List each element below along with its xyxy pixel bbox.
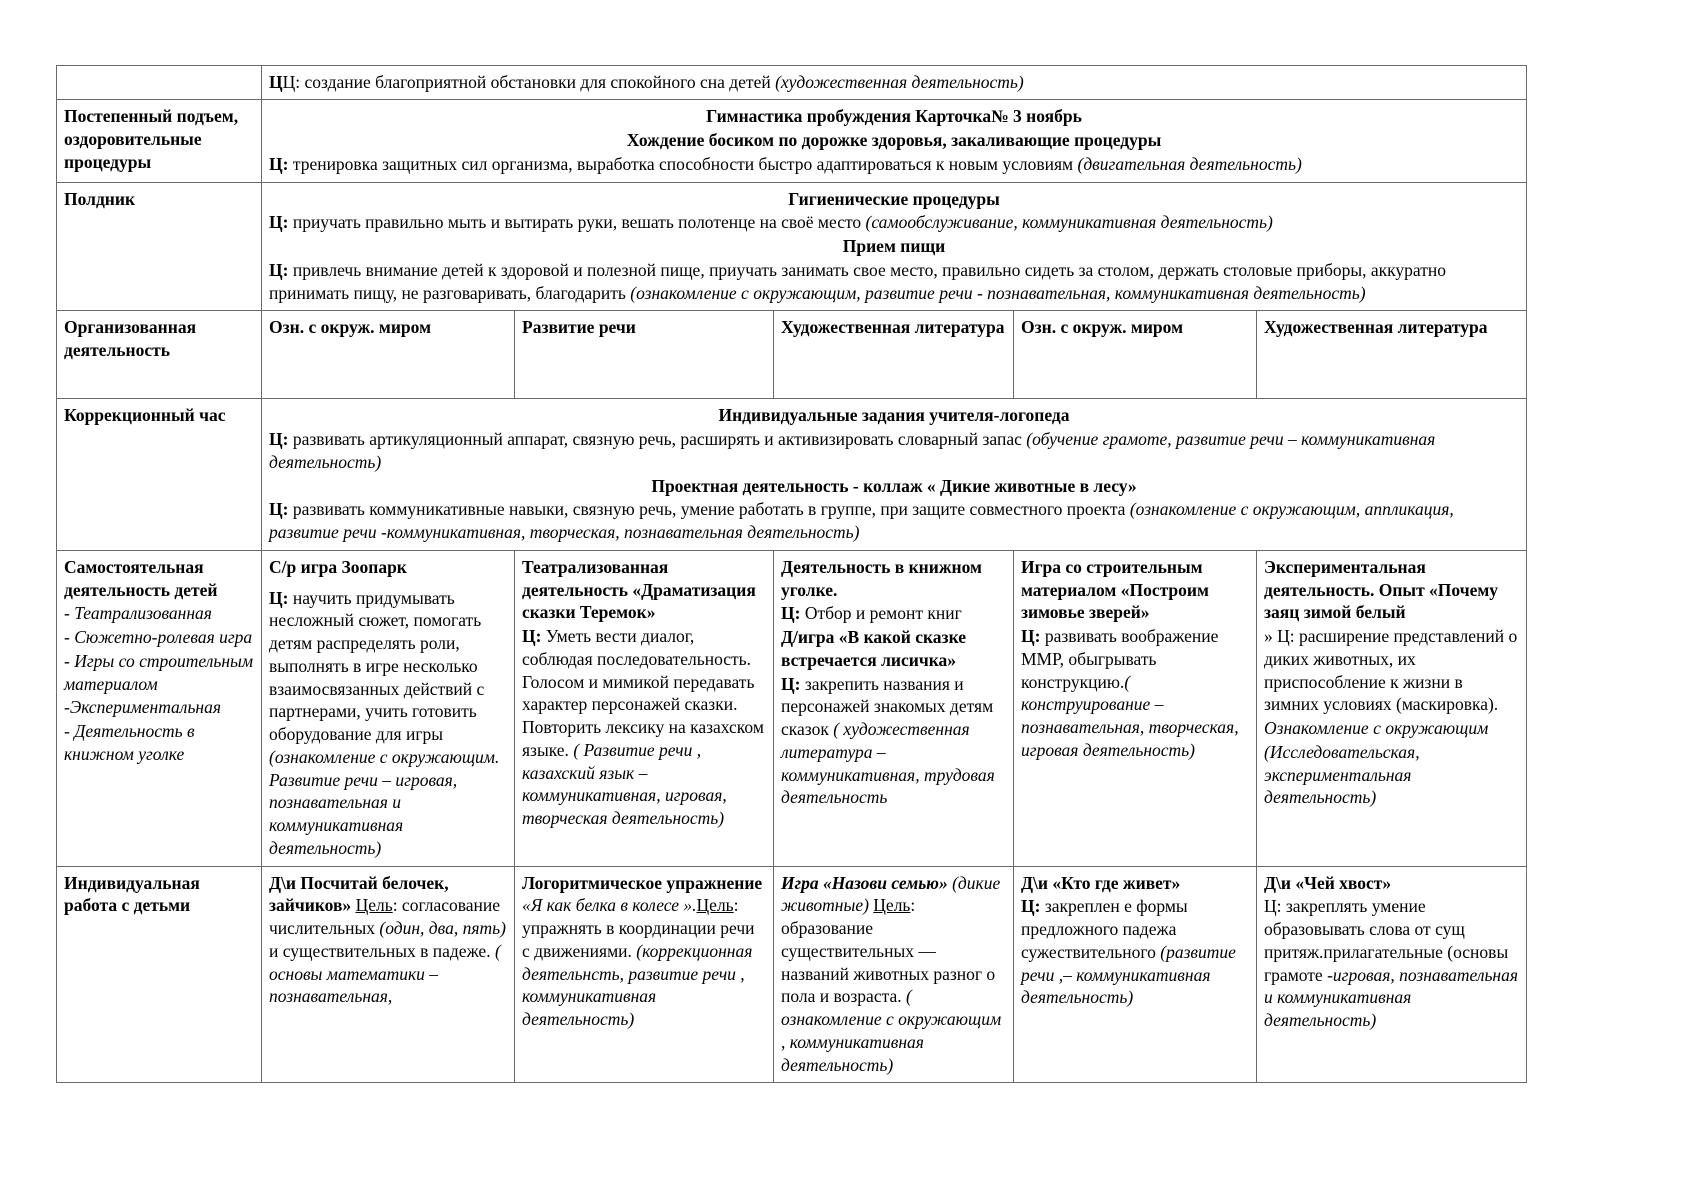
correction-goal-1-text: развивать артикуляционный аппарат, связную речь, расширять и активизировать словарный запас xyxy=(288,429,1027,450)
individual-col3-goal-italic: ( ознакомление с окружающим , коммуникативная деятельность) xyxy=(781,986,1002,1075)
cell-independent-label xyxy=(57,550,262,866)
correction-goal-2-text: развивать коммуникативные навыки, связную речь, умение работать в группе, при защите совместного проекта xyxy=(288,499,1130,520)
independent-col4-goal xyxy=(1021,625,1249,762)
cell-individual-col2 xyxy=(515,866,774,1083)
row-label-individual: Индивидуальная работа с детьми xyxy=(57,866,262,1083)
goal-marker: Ц: xyxy=(269,429,289,450)
individual-col5-goal xyxy=(1264,895,1519,1032)
independent-col3-title-2: Д/игра «В какой сказке встречается лисичка» xyxy=(781,627,966,670)
wakeup-goal-text: тренировка защитных сил организма, выработка способности быстро адаптироваться к новым условиям xyxy=(288,153,1078,174)
correction-goal-2 xyxy=(269,498,1519,544)
individual-col2-goal-label: Цель xyxy=(696,895,734,916)
individual-col2-title: Логоритмическое упражнение xyxy=(522,872,763,893)
cell-individual-col3 xyxy=(774,866,1014,1083)
goal-marker: Ц xyxy=(269,72,283,92)
independent-col3-goal-2-text: закрепить названия и персонажей знакомых детям сказок xyxy=(781,673,994,740)
row-label-organized: Организованная деятельность xyxy=(57,311,262,399)
independent-col4-goal-italic: ( конструирование – познавательная, творческая, игровая деятельность) xyxy=(1021,671,1239,760)
snack-heading-1: Гигиенические процедуры xyxy=(788,188,1000,209)
goal-marker: Ц: xyxy=(269,587,289,608)
independent-col3-goal-2 xyxy=(781,673,1006,810)
table-row xyxy=(57,399,1527,551)
individual-col3-title: Игра «Назови семью» xyxy=(781,872,948,893)
organized-cell-1: Озн. с окруж. миром xyxy=(262,311,515,399)
cell-independent-col2 xyxy=(515,550,774,866)
independent-col1-goal xyxy=(269,587,507,860)
independent-col1-title: С/р игра Зоопарк xyxy=(269,556,407,577)
independent-col2-goal xyxy=(522,625,766,830)
independent-col4-title: Игра со строительным материалом «Построим зимовье зверей» xyxy=(1021,556,1209,623)
table-row xyxy=(57,550,1527,866)
organized-cell-4: Озн. с окруж. миром xyxy=(1014,311,1257,399)
wakeup-goal xyxy=(269,153,1519,176)
independent-col5-title: Экспериментальная деятельность. Опыт «Почему заяц зимой белый xyxy=(1264,556,1499,623)
independent-col1-goal-text: научить придумывать несложный сюжет, помогать детям распределять роли, выполнять в игре несколько взаимосвязанных действий с партнерами, учить готовить оборудование для игры xyxy=(269,587,485,745)
individual-col1-goal-italic-2: ( основы математики – познавательная, xyxy=(269,940,501,1007)
independent-label-item-2: - Сюжетно-ролевая игра xyxy=(64,627,253,648)
correction-goal-2-italic: (ознакомление с окружающим, аппликация, развитие речи -коммуникативная, творческая, познавательная деятельность) xyxy=(269,499,1454,543)
goal-marker: Ц: xyxy=(1021,896,1041,917)
independent-col3-title: Деятельность в книжном уголке. xyxy=(781,556,982,600)
organized-cell-5: Художественная литература xyxy=(1257,311,1527,399)
organized-cell-2: Развитие речи xyxy=(515,311,774,399)
sleep-goal-italic: (художественная деятельность) xyxy=(775,72,1024,92)
goal-marker: Ц: xyxy=(781,673,801,694)
cell-independent-col1 xyxy=(262,550,515,866)
individual-col4-goal-italic: (развитие речи ,– коммуникативная деятельность) xyxy=(1021,941,1236,1008)
row-label-correction: Коррекционный час xyxy=(57,399,262,551)
individual-col1-goal-text-1: : согласование числительных xyxy=(269,895,501,939)
row-label-independent: Самостоятельная деятельность детей xyxy=(64,556,218,600)
snack-goal-1-text: приучать правильно мыть и вытирать руки, вешать полотенце на своё место xyxy=(288,212,866,233)
cell-independent-col5 xyxy=(1257,550,1527,866)
daily-plan-table xyxy=(56,65,1527,1083)
individual-col2-goal-italic: (коррекционная деятельнсть, развитие речи , коммуникативная деятельность) xyxy=(522,940,753,1030)
snack-heading-2: Прием пищи xyxy=(842,236,946,257)
goal-marker: Ц: xyxy=(522,626,542,647)
independent-col3-goal-2-italic: ( художественная литература – коммуникативная, трудовая деятельность xyxy=(781,719,995,808)
cell-independent-col4 xyxy=(1014,550,1257,866)
individual-col1-goal-italic-1: (один, два, пять) xyxy=(379,918,506,939)
cell-independent-col3 xyxy=(774,550,1014,866)
independent-col5-goal-italic-1: Ознакомление с окружающим xyxy=(1264,718,1489,739)
individual-col5-goal-italic: игровая, познавательная и коммуникативная деятельность) xyxy=(1264,964,1518,1031)
goal-marker: Ц: xyxy=(781,603,801,624)
individual-col1-line xyxy=(269,872,507,1009)
independent-col5-goal: » Ц: расширение представлений о диких животных, их приспособление к жизни в зимних условиях (маскировка). xyxy=(1264,626,1518,715)
independent-label-item-5: - Деятельность в книжном уголке xyxy=(64,721,195,764)
table-row xyxy=(57,66,1527,100)
cell-sleep-goal xyxy=(262,66,1527,100)
cell-individual-col5 xyxy=(1257,866,1527,1083)
individual-col4-goal-text: закреплен е формы предложного падежа сужествительного xyxy=(1021,896,1188,962)
individual-col2-goal-text: : упражнять в координации речи с движениями. xyxy=(522,895,755,961)
individual-col1-goal-label: Цель xyxy=(355,895,393,916)
independent-col1-goal-italic: (ознакомление с окружающим. Развитие речи – игровая, познавательная и коммуникативная деятельность) xyxy=(269,746,500,858)
correction-goal-1 xyxy=(269,428,1519,474)
individual-col3-goal-text: : образование существительных — названий животных разног о пола и возраста. xyxy=(781,895,996,1007)
table-row xyxy=(57,182,1527,311)
cell-wakeup-content xyxy=(262,100,1527,182)
correction-goal-1-italic: (обучение грамоте, развитие речи – коммуникативная деятельность) xyxy=(269,429,1436,472)
individual-col1-goal-text-2: и существительных в падеже. xyxy=(269,940,495,961)
correction-heading-2: Проектная деятельность - коллаж « Дикие животные в лесу» xyxy=(651,475,1137,496)
independent-col5-goal-italic-2: (Исследовательская, экспериментальная деятельность) xyxy=(1264,741,1420,808)
independent-label-item-1: - Театрализованная xyxy=(64,603,212,624)
independent-col3-goal-1 xyxy=(781,602,1006,625)
individual-col2-quote: «Я как белка в колесе ». xyxy=(522,895,697,916)
independent-col2-goal-text: Уметь вести диалог, соблюдая последовательность. Голосом и мимикой передавать характер персонажей сказки. Повторить лексику на казахском языке. xyxy=(522,626,764,760)
spacer xyxy=(269,580,507,586)
individual-col5-goal-text: Ц: закреплять умение образовывать слова от сущ притяж.прилагательные (основы грамоте - xyxy=(1264,896,1509,985)
independent-col4-goal-text: развивать воображение ММР, обыгрывать конструкцию. xyxy=(1021,626,1219,692)
cell-empty-label xyxy=(57,66,262,100)
individual-col1-title: Д\и Посчитай белочек, зайчиков» xyxy=(269,872,449,916)
individual-col2-line xyxy=(522,872,766,1031)
individual-col3-subtitle: (дикие животные) xyxy=(781,872,1001,916)
independent-col2-title: Театрализованная деятельность «Драматизация сказки Теремок» xyxy=(522,556,756,623)
snack-goal-2-italic: (ознакомление с окружающим, развитие речи - познавательная, коммуникативная деятельность) xyxy=(630,282,1366,303)
table-row xyxy=(57,866,1527,1083)
goal-marker: Ц: xyxy=(269,499,289,520)
row-label-snack: Полдник xyxy=(57,182,262,311)
cell-individual-col1 xyxy=(262,866,515,1083)
independent-label-item-3: - Игры со строительным материалом xyxy=(64,650,254,694)
independent-col2-goal-italic: ( Развитие речи , казахский язык – коммуникативная, игровая, творческая деятельность) xyxy=(522,739,727,829)
cell-individual-col4 xyxy=(1014,866,1257,1083)
goal-marker: Ц: xyxy=(269,259,289,280)
individual-col4-title: Д\и «Кто где живет» xyxy=(1021,872,1181,893)
independent-col3-goal-1-text: Отбор и ремонт книг xyxy=(800,603,962,624)
individual-col4-goal xyxy=(1021,895,1249,1009)
individual-col3-goal-label: Цель xyxy=(873,895,911,916)
organized-cell-3: Художественная литература xyxy=(774,311,1014,399)
wakeup-heading-2: Хождение босиком по дорожке здоровья, закаливающие процедуры xyxy=(626,130,1162,151)
sleep-goal-text: Ц: создание благоприятной обстановки для спокойного сна детей xyxy=(282,72,776,92)
wakeup-heading-1: Гимнастика пробуждения Карточка№ 3 ноябрь xyxy=(706,106,1082,127)
independent-label-item-4: -Экспериментальная xyxy=(64,697,221,718)
snack-goal-1-italic: (самообслуживание, коммуникативная деятельность) xyxy=(865,212,1273,233)
cell-correction-content xyxy=(262,399,1527,551)
snack-goal-1 xyxy=(269,211,1519,234)
snack-goal-2 xyxy=(269,259,1519,305)
goal-marker: Ц: xyxy=(1021,626,1041,647)
individual-col3-line xyxy=(781,872,1006,1077)
wakeup-goal-italic: (двигательная деятельность) xyxy=(1077,153,1302,174)
correction-heading-1: Индивидуальные задания учителя-логопеда xyxy=(718,405,1070,426)
goal-marker: Ц: xyxy=(269,153,289,174)
individual-col5-title: Д\и «Чей хвост» xyxy=(1264,872,1392,893)
table-row xyxy=(57,311,1527,399)
row-label-wakeup: Постепенный подъем, оздоровительные процедуры xyxy=(57,100,262,182)
cell-snack-content xyxy=(262,182,1527,311)
table-row xyxy=(57,100,1527,182)
snack-goal-2-text: привлечь внимание детей к здоровой и полезной пище, приучать занимать свое место, правильно сидеть за столом, держать столовые приборы, аккуратно принимать пищу, не разговаривать, благодарить xyxy=(269,259,1447,303)
goal-marker: Ц: xyxy=(269,212,289,233)
